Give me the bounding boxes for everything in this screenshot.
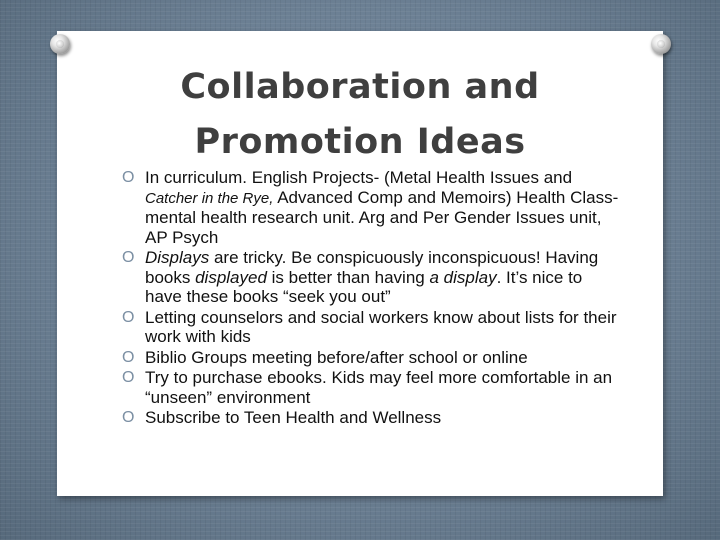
list-item (122, 168, 622, 247)
bullet-list (122, 168, 622, 429)
list-item (122, 408, 622, 428)
bullet-marker-icon: O (122, 308, 135, 326)
bullet-text: Biblio Groups meeting before/after school or online (145, 347, 528, 367)
bullet-text: Letting counselors and social workers know about lists for their work with kids (145, 307, 617, 346)
slide-title (0, 60, 720, 170)
bullet-marker-icon: O (122, 348, 135, 366)
list-item (122, 308, 622, 347)
bullet-text: Try to purchase ebooks. Kids may feel more comfortable in an “unseen” environment (145, 368, 613, 407)
bullet-text: Displays are tricky. Be conspicuously inconspicuous! Having books displayed is better than having a display. It’s nice to have these books “seek you out” (145, 248, 599, 306)
pushpin-icon (651, 34, 671, 54)
list-item (122, 348, 622, 368)
list-item (122, 368, 622, 407)
list-item (122, 248, 622, 307)
bullet-marker-icon: O (122, 369, 135, 386)
bullet-text: In curriculum. English Projects- (Metal Health Issues and Catcher in the Rye, Advanced Comp and Memoirs) Health Class-mental health research unit. Arg and Per Gender Issues unit, AP Psych (145, 168, 619, 247)
bullet-marker-icon: O (122, 409, 135, 426)
pushpin-icon (50, 34, 70, 54)
slide-title-line-2: Promotion Ideas (194, 122, 526, 162)
slide-title-line-1: Collaboration and (180, 67, 540, 107)
bullet-marker-icon: O (122, 249, 135, 266)
bullet-text: Subscribe to Teen Health and Wellness (145, 408, 442, 427)
bullet-marker-icon: O (122, 169, 135, 186)
